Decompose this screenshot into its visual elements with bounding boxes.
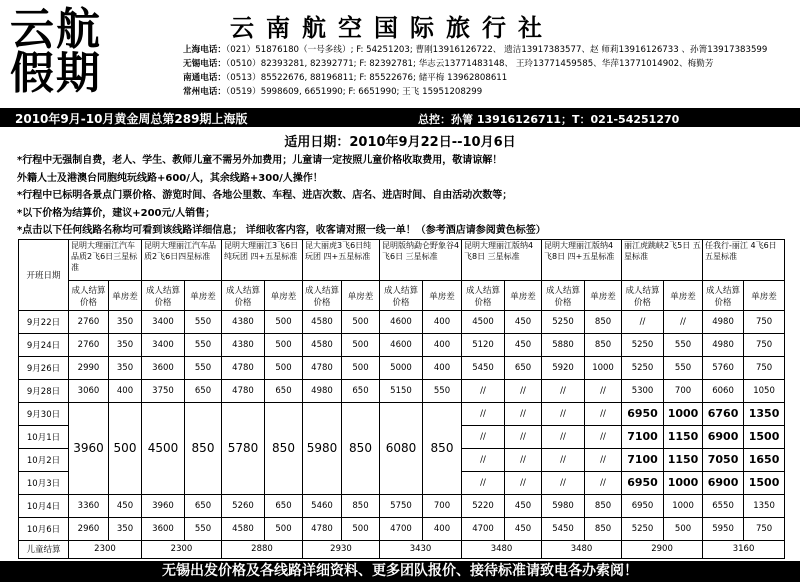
price-cell: 3960	[142, 494, 185, 517]
table-row	[19, 494, 785, 517]
route-name-link[interactable]: 昆明版纳勐仑野象谷4飞6日 三星标准	[380, 240, 462, 281]
issue-title: 2010年9月-10月黄金周总第289期上海版	[15, 112, 248, 126]
price-cell: 5150	[380, 380, 423, 403]
price-cell: 5460	[303, 494, 342, 517]
price-cell: 5250	[622, 334, 664, 357]
price-cell: 650	[185, 380, 222, 403]
merged-price-cell: 850	[423, 403, 462, 495]
price-cell: 5120	[462, 334, 505, 357]
price-cell: 4600	[380, 311, 423, 334]
price-cell: 5880	[542, 334, 585, 357]
price-cell: 6900	[703, 425, 744, 448]
price-cell: 400	[423, 357, 462, 380]
child-price-cell: 2880	[222, 540, 303, 558]
price-cell: //	[462, 403, 505, 426]
adult-price-header: 成人结算价格	[222, 280, 265, 311]
price-cell: 3600	[142, 517, 185, 540]
single-supplement-header: 单房差	[744, 280, 785, 311]
price-cell: 1650	[744, 448, 785, 471]
child-price-cell: 2300	[69, 540, 142, 558]
child-price-cell: 2300	[142, 540, 222, 558]
price-cell: 3400	[142, 311, 185, 334]
price-cell: 4780	[303, 357, 342, 380]
price-cell: //	[505, 448, 542, 471]
price-cell: 450	[505, 311, 542, 334]
price-cell: 1150	[664, 448, 703, 471]
price-cell: 550	[185, 311, 222, 334]
child-price-cell: 2930	[303, 540, 380, 558]
price-cell: 1000	[585, 357, 622, 380]
price-cell: 550	[664, 357, 703, 380]
price-cell: //	[585, 425, 622, 448]
merged-price-cell: 5780	[222, 403, 265, 495]
price-cell: 6550	[703, 494, 744, 517]
price-cell: 500	[265, 311, 303, 334]
price-cell: 6950	[622, 403, 664, 426]
price-cell: 5450	[542, 517, 585, 540]
price-cell: 450	[109, 494, 142, 517]
price-cell: 850	[585, 517, 622, 540]
price-cell: 2960	[69, 517, 109, 540]
merged-price-cell: 6080	[380, 403, 423, 495]
date-cell: 9月26日	[19, 357, 69, 380]
table-row	[19, 334, 785, 357]
price-cell: 5750	[380, 494, 423, 517]
price-cell: //	[462, 448, 505, 471]
price-cell: 7050	[703, 448, 744, 471]
price-cell: 850	[342, 494, 380, 517]
contact-row: 南通电话：（0513）85522676, 88196811; F: 85522676; 储平梅 13962808611	[183, 73, 508, 83]
price-cell: 1350	[744, 494, 785, 517]
price-cell: 700	[423, 494, 462, 517]
merged-price-cell: 5980	[303, 403, 342, 495]
price-cell: //	[542, 403, 585, 426]
price-cell: 4380	[222, 311, 265, 334]
price-cell: 4980	[703, 334, 744, 357]
date-cell: 10月2日	[19, 448, 69, 471]
child-price-cell: 3480	[462, 540, 542, 558]
adult-price-header: 成人结算价格	[622, 280, 664, 311]
price-cell: 5250	[542, 311, 585, 334]
note-line: *行程中无强制自费，老人、学生、教师儿童不需另外加费用；儿童请一定按照儿童价格收取费用，敬请谅解！	[17, 155, 503, 166]
price-cell: 1350	[744, 403, 785, 426]
price-cell: //	[542, 471, 585, 494]
price-cell: //	[585, 448, 622, 471]
price-cell: 1000	[664, 403, 703, 426]
price-cell: 1050	[744, 380, 785, 403]
child-label: 儿童结算	[19, 540, 69, 558]
price-cell: 3360	[69, 494, 109, 517]
price-cell: 750	[744, 517, 785, 540]
price-cell: 2760	[69, 334, 109, 357]
price-cell: //	[505, 425, 542, 448]
price-cell: //	[542, 448, 585, 471]
price-cell: 1150	[664, 425, 703, 448]
child-price-cell: 3430	[380, 540, 462, 558]
contact-row: 常州电话：（0519）5998609, 6651990; F: 6651990; 王飞 15951208299	[183, 87, 483, 97]
price-cell: 5980	[542, 494, 585, 517]
price-cell: //	[462, 471, 505, 494]
route-name-link[interactable]: 昆明大理丽江汽车品质2飞6日四星标准	[142, 240, 222, 281]
merged-price-cell: 3960	[69, 403, 109, 495]
notes	[17, 152, 546, 240]
sub-header-row	[19, 280, 785, 311]
price-cell: 6950	[622, 471, 664, 494]
contact-row: 无锡电话：（0510）82393281, 82392771; F: 82392781; 华志云13771483148、 王玲13771459585、华萍13771014902、梅勤芳	[183, 59, 714, 69]
date-column-header: 开班日期	[19, 240, 69, 311]
merged-price-cell: 850	[265, 403, 303, 495]
price-cell: 350	[109, 517, 142, 540]
price-cell: 550	[664, 334, 703, 357]
hotline: 总控：孙箐 13916126711；T：021-54251270	[418, 113, 680, 126]
logo-line-1: 云航	[10, 4, 102, 55]
date-cell: 10月1日	[19, 425, 69, 448]
price-cell: 6060	[703, 380, 744, 403]
price-cell: 3060	[69, 380, 109, 403]
title-band	[0, 108, 800, 127]
price-cell: 5950	[703, 517, 744, 540]
adult-price-header: 成人结算价格	[69, 280, 109, 311]
price-cell: 5300	[622, 380, 664, 403]
price-cell: //	[622, 311, 664, 334]
price-cell: 5000	[380, 357, 423, 380]
single-supplement-header: 单房差	[342, 280, 380, 311]
price-cell: //	[664, 311, 703, 334]
price-cell: 4500	[462, 311, 505, 334]
price-cell: 4980	[703, 311, 744, 334]
date-cell: 10月3日	[19, 471, 69, 494]
contact-row: 上海电话：（021）51876180（一号多线）; F: 54251203; 曹刚13916126722、 遗洁13917383577、赵 师莉13916126733 、孙箐13917383599	[183, 45, 768, 55]
price-cell: //	[542, 380, 585, 403]
price-cell: 400	[109, 380, 142, 403]
price-cell: 4580	[222, 517, 265, 540]
date-cell: 9月30日	[19, 403, 69, 426]
price-cell: 400	[423, 517, 462, 540]
date-cell: 10月4日	[19, 494, 69, 517]
route-header-row	[19, 240, 785, 281]
price-cell: //	[585, 403, 622, 426]
route-name-link[interactable]: 昆明大理丽江3飞6日纯玩团 四+五星标准	[222, 240, 303, 281]
valid-dates: 适用日期：2010年9月22日--10月6日	[284, 135, 516, 150]
price-cell: 5220	[462, 494, 505, 517]
price-cell: 6760	[703, 403, 744, 426]
price-cell: 850	[585, 334, 622, 357]
price-cell: 1500	[744, 471, 785, 494]
price-cell: //	[505, 380, 542, 403]
price-cell: 650	[185, 494, 222, 517]
route-name-link[interactable]: 昆明大理丽江汽车品质2飞6日三星标准	[69, 240, 142, 281]
price-cell: 2990	[69, 357, 109, 380]
adult-price-header: 成人结算价格	[380, 280, 423, 311]
price-cell: //	[462, 380, 505, 403]
child-price-cell: 2900	[622, 540, 703, 558]
price-cell: 450	[505, 517, 542, 540]
date-cell: 10月6日	[19, 517, 69, 540]
price-cell: 1000	[664, 471, 703, 494]
note-line: 外籍人士及港澳台同胞纯玩线路+600/人，其余线路+300/人操作！	[17, 172, 323, 184]
price-cell: 500	[342, 517, 380, 540]
price-cell: 550	[185, 517, 222, 540]
date-cell: 9月24日	[19, 334, 69, 357]
price-cell: 500	[265, 334, 303, 357]
price-cell: 350	[109, 311, 142, 334]
price-cell: 4780	[222, 357, 265, 380]
price-cell: 750	[744, 357, 785, 380]
price-cell: 350	[109, 334, 142, 357]
child-price-cell: 3480	[542, 540, 622, 558]
price-cell: 4780	[303, 517, 342, 540]
price-cell: 5250	[622, 357, 664, 380]
single-supplement-header: 单房差	[109, 280, 142, 311]
price-cell: 650	[342, 380, 380, 403]
price-cell: 400	[423, 334, 462, 357]
adult-price-header: 成人结算价格	[303, 280, 342, 311]
price-cell: 550	[185, 334, 222, 357]
price-cell: 500	[664, 517, 703, 540]
price-cell: 7100	[622, 425, 664, 448]
price-cell: //	[585, 380, 622, 403]
table-row	[19, 357, 785, 380]
table-row	[19, 380, 785, 403]
date-cell: 9月28日	[19, 380, 69, 403]
single-supplement-header: 单房差	[185, 280, 222, 311]
price-cell: 400	[423, 311, 462, 334]
price-cell: 4700	[380, 517, 423, 540]
price-cell: 3600	[142, 357, 185, 380]
price-cell: 500	[265, 517, 303, 540]
price-cell: 4780	[222, 380, 265, 403]
child-price-cell: 3160	[703, 540, 785, 558]
route-name-link[interactable]: 昆明大理丽江版纳4飞8日 三星标准	[462, 240, 542, 281]
price-cell: //	[462, 425, 505, 448]
route-name-link[interactable]: 昆明大理丽江版纳4飞8日 四+五星标准	[542, 240, 622, 281]
merged-price-cell: 850	[342, 403, 380, 495]
price-cell: 500	[342, 334, 380, 357]
price-cell: 4980	[303, 380, 342, 403]
price-cell: 5260	[222, 494, 265, 517]
price-table	[18, 239, 785, 559]
price-cell: 4700	[462, 517, 505, 540]
price-cell: 350	[109, 357, 142, 380]
single-supplement-header: 单房差	[265, 280, 303, 311]
price-cell: 700	[664, 380, 703, 403]
price-cell: 650	[265, 380, 303, 403]
price-cell: 650	[505, 357, 542, 380]
price-cell: 4600	[380, 334, 423, 357]
contact-list	[183, 43, 793, 99]
route-name-link[interactable]: 丽江虎跳峡2飞5日 五星标准	[622, 240, 703, 281]
footer-banner: 无锡出发价格及各线路详细资料、更多团队报价、接待标准请致电各办索阅！	[0, 561, 800, 582]
merged-price-cell: 850	[185, 403, 222, 495]
price-cell: //	[585, 471, 622, 494]
price-cell: 500	[342, 311, 380, 334]
single-supplement-header: 单房差	[585, 280, 622, 311]
route-name-link[interactable]: 任我行-丽江 4飞6日五星标准	[703, 240, 785, 281]
price-cell: 1500	[744, 425, 785, 448]
merged-price-cell: 500	[109, 403, 142, 495]
price-cell: 3400	[142, 334, 185, 357]
table-row	[19, 403, 785, 426]
logo-line-2: 假期	[10, 48, 102, 99]
price-cell: //	[505, 403, 542, 426]
table-row	[19, 517, 785, 540]
price-cell: 3750	[142, 380, 185, 403]
price-cell: 750	[744, 334, 785, 357]
route-name-link[interactable]: 昆大丽虎3飞6日纯玩团 四+五星标准	[303, 240, 380, 281]
price-cell: 5450	[462, 357, 505, 380]
price-cell: 750	[744, 311, 785, 334]
note-line: *以下价格为结算价，建议+200元/人销售；	[17, 207, 216, 219]
merged-price-cell: 4500	[142, 403, 185, 495]
price-cell: 4580	[303, 311, 342, 334]
note-line: *行程中已标明各景点门票价格、游览时间、各地公里数、车程、进店次数、店名、进店时间、自由活动次数等；	[17, 190, 513, 201]
adult-price-header: 成人结算价格	[142, 280, 185, 311]
single-supplement-header: 单房差	[423, 280, 462, 311]
price-cell: 450	[505, 494, 542, 517]
price-cell: 5250	[622, 517, 664, 540]
logo	[10, 4, 170, 104]
price-cell: 2760	[69, 311, 109, 334]
price-cell: //	[542, 425, 585, 448]
price-cell: 550	[423, 380, 462, 403]
price-cell: 7100	[622, 448, 664, 471]
price-cell: 4580	[303, 334, 342, 357]
agency-name: 云南航空国际旅行社	[230, 13, 554, 42]
price-cell: 500	[342, 357, 380, 380]
price-cell: 450	[505, 334, 542, 357]
adult-price-header: 成人结算价格	[703, 280, 744, 311]
price-cell: 500	[265, 357, 303, 380]
price-cell: 650	[265, 494, 303, 517]
single-supplement-header: 单房差	[664, 280, 703, 311]
price-cell: 4380	[222, 334, 265, 357]
price-cell: 550	[185, 357, 222, 380]
single-supplement-header: 单房差	[505, 280, 542, 311]
price-cell: 1000	[664, 494, 703, 517]
price-cell: 5760	[703, 357, 744, 380]
price-cell: 6900	[703, 471, 744, 494]
child-price-row	[19, 540, 785, 558]
note-line: *点击以下任何线路名称均可看到该线路详细信息； 详细收客内容，收客请对照一线一单！（参考酒店请参阅黄色标签）	[17, 225, 546, 236]
adult-price-header: 成人结算价格	[542, 280, 585, 311]
price-cell: 5920	[542, 357, 585, 380]
price-cell: //	[505, 471, 542, 494]
price-cell: 850	[585, 494, 622, 517]
table-row	[19, 311, 785, 334]
price-cell: 850	[585, 311, 622, 334]
date-cell: 9月22日	[19, 311, 69, 334]
adult-price-header: 成人结算价格	[462, 280, 505, 311]
price-cell: 6950	[622, 494, 664, 517]
